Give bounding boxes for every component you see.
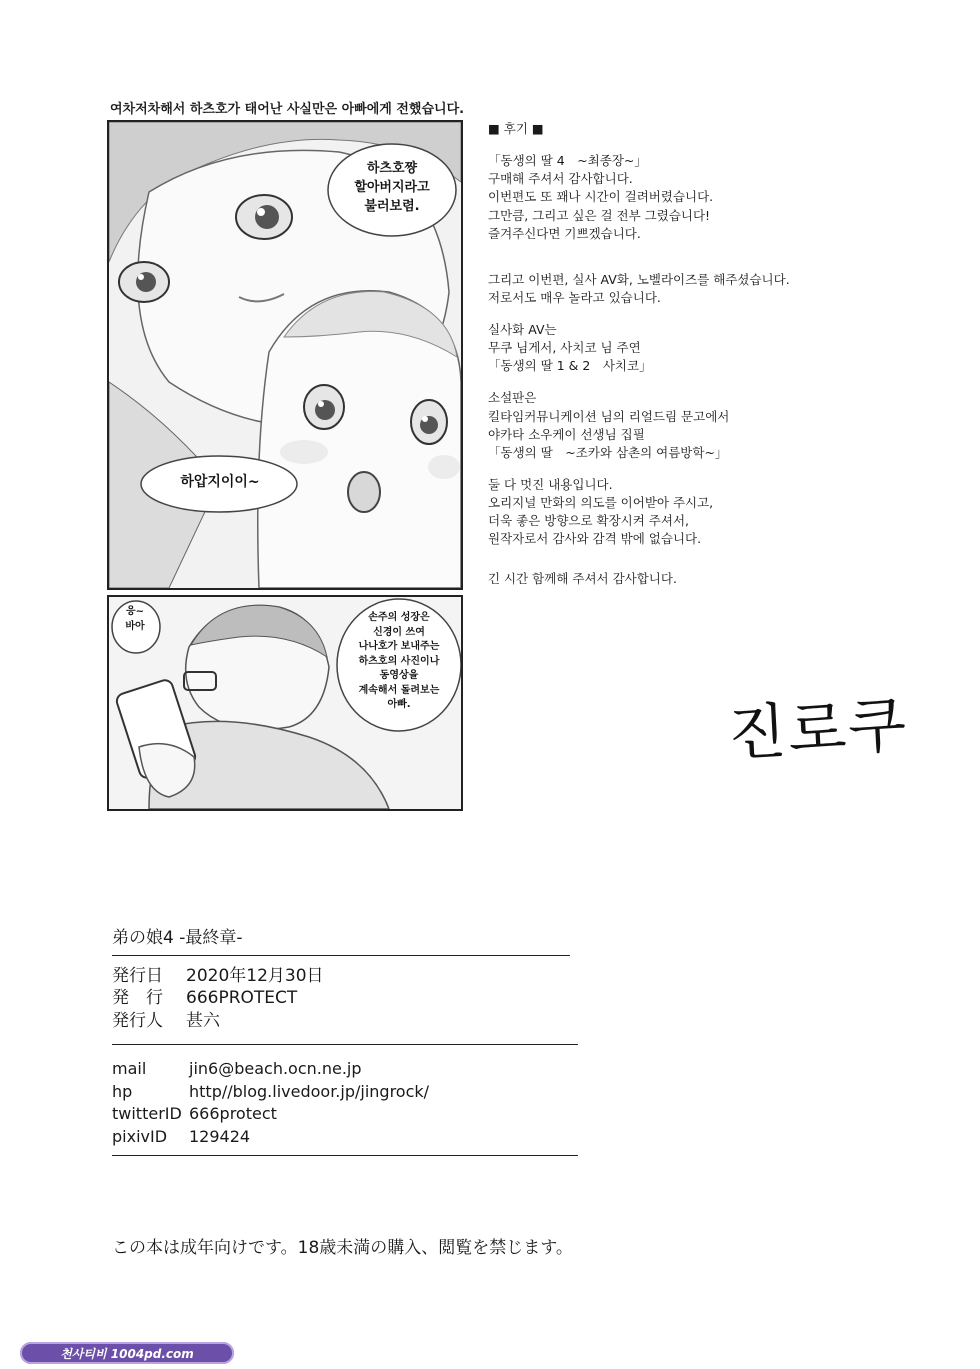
- afterword-line: 「동생의 딸 1 & 2 사치코」: [488, 358, 652, 374]
- bubble-line: 할아버지라고: [354, 179, 430, 195]
- book-title: 弟の娘4 -最終章-: [112, 928, 243, 948]
- afterword-line: 그만큼, 그리고 싶은 걸 전부 그렸습니다!: [488, 207, 711, 223]
- top-caption: 여차저차해서 하츠호가 태어난 사실만은 아빠에게 전했습니다.: [110, 102, 465, 117]
- bubble-line: 손주의 성장은: [368, 612, 430, 623]
- afterword-line: 무쿠 님게서, 사치코 님 주연: [488, 340, 641, 356]
- bubble-line: 불러보렴.: [364, 198, 420, 214]
- afterword: [488, 120, 828, 603]
- afterword-paragraph: [488, 570, 828, 588]
- contact-value: jin6@beach.ocn.ne.jp: [189, 1059, 362, 1078]
- afterword-line: 즐겨주신다면 기쁘겠습니다.: [488, 225, 641, 241]
- afterword-line: 야카타 소우케이 선생님 집필: [488, 426, 645, 442]
- afterword-line: 오리지널 만화의 의도를 이어받아 주시고,: [488, 495, 714, 510]
- afterword-title: ■ 후기 ■: [488, 121, 544, 136]
- bubble-line: 신경이 쓰여: [373, 626, 425, 638]
- narration-bubble: [339, 611, 459, 713]
- afterword-line: 실사화 AV는: [488, 322, 557, 337]
- afterword-line: 그리고 이번편, 실사 AV화, 노벨라이즈를 해주셨습니다.: [488, 271, 790, 287]
- contact-info: [112, 1058, 429, 1149]
- afterword-paragraph: [488, 271, 828, 307]
- comic-panel-grandfather: [107, 595, 463, 811]
- afterword-line: 더욱 좋은 방향으로 확장시켜 주셔서,: [488, 513, 689, 529]
- contact-key: mail: [112, 1059, 147, 1078]
- afterword-line: 킬타임커뮤니케이션 님의 리얼드림 문고에서: [488, 408, 730, 424]
- bubble-line: 응~: [125, 606, 145, 617]
- contact-row: [112, 1103, 429, 1126]
- comic-panel-mother-baby: [107, 120, 463, 590]
- afterword-paragraph: [488, 476, 828, 549]
- divider: [112, 1044, 578, 1045]
- speech-bubble-baby: 하압지이이~: [180, 474, 260, 490]
- publication-value: 666PROTECT: [186, 988, 298, 1009]
- publication-row: [112, 1010, 324, 1032]
- afterword-paragraph: [488, 321, 828, 375]
- afterword-paragraph: [488, 389, 828, 462]
- publication-value: 2020年12月30日: [186, 966, 324, 986]
- publication-row: [112, 987, 324, 1009]
- afterword-paragraph: [488, 152, 828, 243]
- afterword-line: 「동생의 딸 4 ~최종장~」: [488, 153, 647, 169]
- publication-value: 甚六: [186, 1010, 220, 1031]
- afterword-line: 구매해 주셔서 감사합니다.: [488, 171, 633, 187]
- afterword-line: 이번편도 또 꽤나 시간이 걸려버렸습니다.: [488, 189, 714, 205]
- bubble-line: 계속해서 돌려보는: [358, 684, 440, 696]
- contact-key: twitterID: [112, 1104, 182, 1124]
- divider: [112, 955, 570, 956]
- divider: [112, 1155, 578, 1156]
- bubble-line: 아빠.: [387, 699, 411, 710]
- bubble-line: 동영상을: [379, 670, 419, 681]
- publication-row: [112, 965, 324, 987]
- speech-bubble-grandfather: [115, 605, 155, 634]
- afterword-line: 소설판은: [488, 390, 537, 406]
- publication-info: [112, 965, 324, 1032]
- bubble-line: 하츠호의 사진이나: [358, 655, 440, 667]
- afterword-line: 저로서도 매우 놀라고 있습니다.: [488, 289, 661, 305]
- bubble-line: 하츠호쨩: [366, 161, 418, 176]
- contact-value: 666protect: [189, 1104, 277, 1124]
- contact-row: [112, 1058, 429, 1081]
- contact-key: hp: [112, 1081, 133, 1101]
- author-signature: 진로쿠: [726, 690, 910, 770]
- speech-bubble-mother: [337, 160, 447, 217]
- publication-key: 発 行: [112, 988, 163, 1009]
- contact-value: 129424: [189, 1127, 251, 1147]
- contact-row: [112, 1126, 429, 1149]
- contact-row: [112, 1081, 429, 1104]
- afterword-line: 원작자로서 감사와 감격 밖에 없습니다.: [488, 531, 702, 547]
- afterword-line: 둘 다 멋진 내용입니다.: [488, 476, 613, 492]
- contact-value: http//blog.livedoor.jp/jingrock/: [189, 1081, 430, 1101]
- bubble-line: 바아: [125, 620, 145, 632]
- age-restriction-notice: この本は成年向けです。18歳未満の購入、閲覧を禁じます。: [112, 1238, 573, 1258]
- contact-key: pixivID: [112, 1127, 168, 1147]
- publication-key: 発行日: [112, 966, 163, 986]
- bubble-line: 나나호가 보내주는: [358, 641, 440, 652]
- afterword-line: 「동생의 딸 ~조카와 삼촌의 여름방학~」: [488, 444, 728, 460]
- afterword-line: 긴 시간 함께해 주셔서 감사합니다.: [488, 571, 677, 587]
- site-watermark: 천사티비 1004pd.com: [20, 1342, 234, 1364]
- publication-key: 発行人: [112, 1010, 163, 1031]
